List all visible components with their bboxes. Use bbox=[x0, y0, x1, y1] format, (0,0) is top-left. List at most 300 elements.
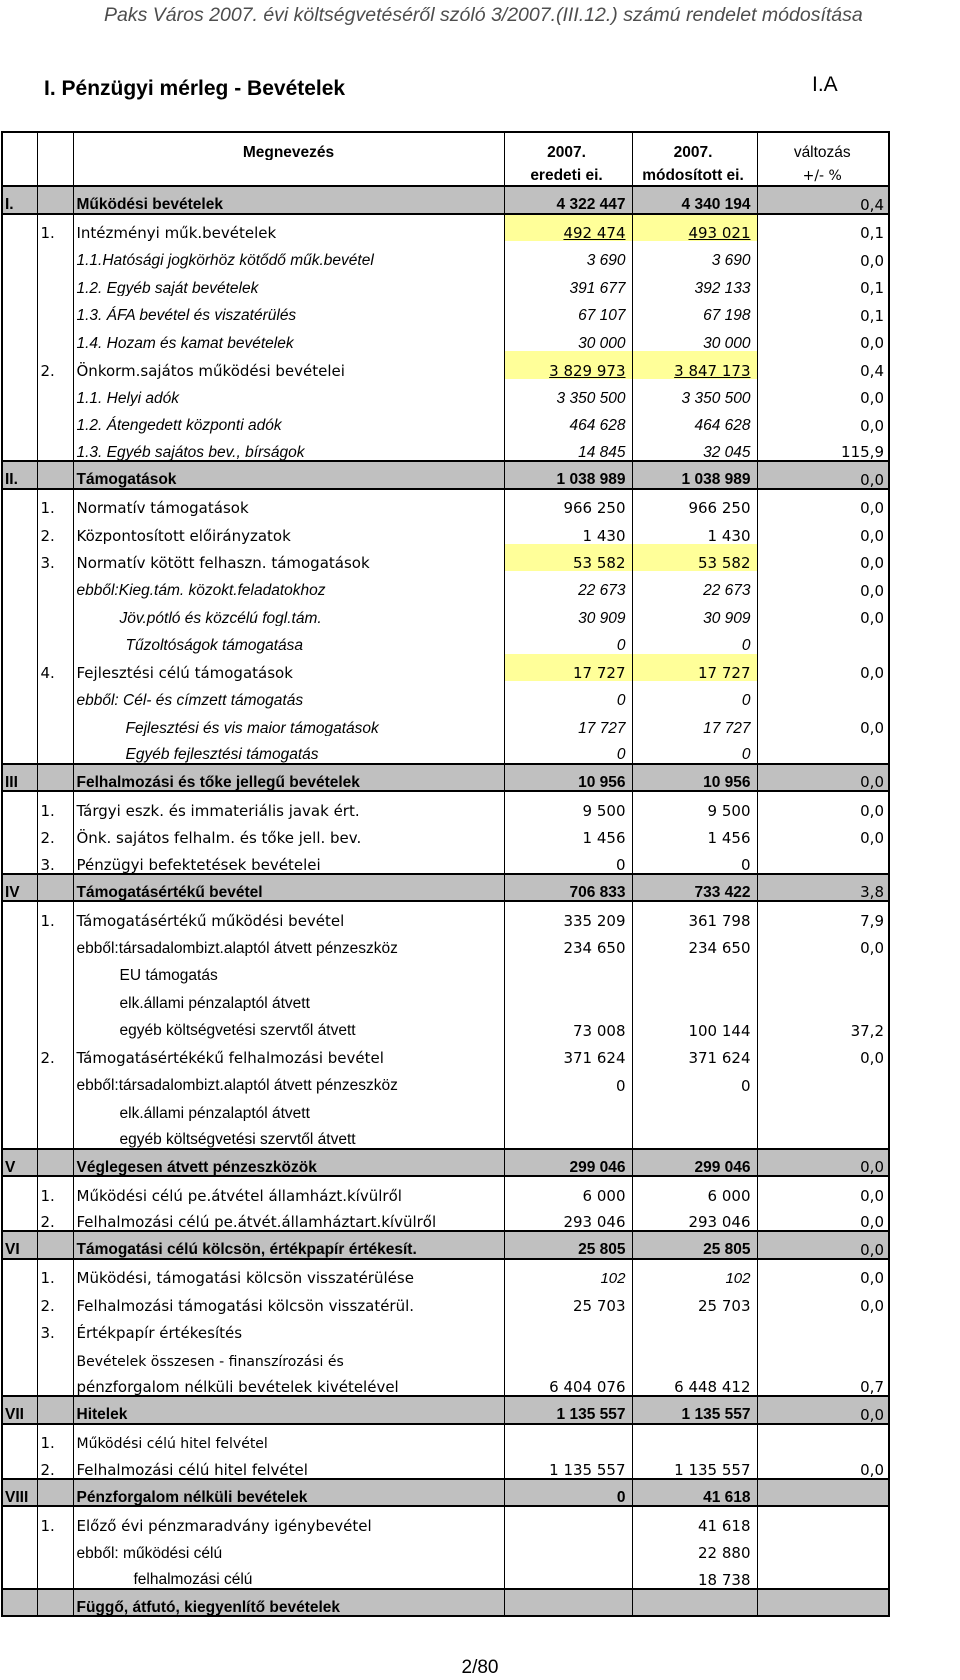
row-section-number bbox=[2, 1589, 37, 1617]
section-row bbox=[2, 874, 889, 902]
row-name: Önk. sajátos felhalm. és tőke jell. bev. bbox=[73, 819, 504, 847]
table-row bbox=[2, 901, 889, 929]
row-section-number bbox=[2, 1204, 37, 1232]
row-name: elk.állami pénzalaptól átvett bbox=[73, 1094, 504, 1122]
row-modified-value: 6 448 412 bbox=[632, 1369, 757, 1397]
table-row bbox=[2, 681, 889, 709]
row-change-percent: 0,0 bbox=[757, 1176, 889, 1204]
row-original-value bbox=[504, 956, 632, 984]
row-change-percent: 0,0 bbox=[757, 406, 889, 434]
row-item-number: 1. bbox=[37, 791, 73, 819]
table-row bbox=[2, 571, 889, 599]
table-row bbox=[2, 1204, 889, 1232]
row-item-number bbox=[37, 1231, 73, 1259]
row-section-number bbox=[2, 1561, 37, 1589]
row-section-number: III bbox=[2, 764, 37, 792]
row-section-number bbox=[2, 791, 37, 819]
row-item-number: 3. bbox=[37, 846, 73, 874]
section-row bbox=[2, 1589, 889, 1617]
row-modified-value bbox=[632, 984, 757, 1012]
row-original-value: 371 624 bbox=[504, 1039, 632, 1067]
row-section-number: VI bbox=[2, 1231, 37, 1259]
row-item-number bbox=[37, 1369, 73, 1397]
row-section-number bbox=[2, 956, 37, 984]
table-row bbox=[2, 736, 889, 764]
row-item-number: 1. bbox=[37, 1176, 73, 1204]
row-name: Felhalmozási és tőke jellegű bevételek bbox=[73, 764, 504, 792]
table-row bbox=[2, 1424, 889, 1452]
row-item-number bbox=[37, 1149, 73, 1177]
row-modified-value: 30 000 bbox=[632, 324, 757, 352]
row-modified-value: 464 628 bbox=[632, 406, 757, 434]
row-name: 1.2. Átengedett központi adók bbox=[73, 406, 504, 434]
row-section-number bbox=[2, 846, 37, 874]
table-row bbox=[2, 1534, 889, 1562]
row-section-number bbox=[2, 819, 37, 847]
row-modified-value bbox=[632, 1121, 757, 1149]
row-item-number bbox=[37, 434, 73, 462]
row-original-value: 293 046 bbox=[504, 1204, 632, 1232]
row-modified-value: 25 805 bbox=[632, 1231, 757, 1259]
table-row bbox=[2, 324, 889, 352]
row-original-value: 1 456 bbox=[504, 819, 632, 847]
row-name: Előző évi pénzmaradvány igénybevétel bbox=[73, 1506, 504, 1534]
row-name: ebből:társadalombizt.alaptól átvett pénzeszköz bbox=[73, 1066, 504, 1094]
row-original-value: 299 046 bbox=[504, 1149, 632, 1177]
row-section-number bbox=[2, 241, 37, 269]
row-original-value: 0 bbox=[504, 626, 632, 654]
row-section-number bbox=[2, 1011, 37, 1039]
row-original-value: 0 bbox=[504, 1066, 632, 1094]
row-change-percent: 0,0 bbox=[757, 324, 889, 352]
row-name: 1.3. ÁFA bevétel és viszatérülés bbox=[73, 296, 504, 324]
row-original-value: 67 107 bbox=[504, 296, 632, 324]
row-change-percent: 0,0 bbox=[757, 544, 889, 572]
row-change-percent bbox=[757, 1589, 889, 1617]
row-item-number bbox=[37, 241, 73, 269]
row-section-number: IV bbox=[2, 874, 37, 902]
row-change-percent: 0,0 bbox=[757, 654, 889, 682]
row-modified-value bbox=[632, 956, 757, 984]
row-modified-value: 392 133 bbox=[632, 269, 757, 297]
row-name: Felhalmozási célú pe.átvét.államháztart.kívülről bbox=[73, 1204, 504, 1232]
table-row bbox=[2, 1506, 889, 1534]
row-change-percent bbox=[757, 626, 889, 654]
row-section-number bbox=[2, 1259, 37, 1287]
row-modified-value: 100 144 bbox=[632, 1011, 757, 1039]
row-original-value: 1 135 557 bbox=[504, 1451, 632, 1479]
row-change-percent: 0,7 bbox=[757, 1369, 889, 1397]
row-item-number bbox=[37, 379, 73, 407]
row-original-value bbox=[504, 1341, 632, 1369]
table-row bbox=[2, 296, 889, 324]
row-section-number bbox=[2, 681, 37, 709]
row-modified-value: 9 500 bbox=[632, 791, 757, 819]
table-row bbox=[2, 544, 889, 572]
row-name: 1.1.Hatósági jogkörhöz kötődő műk.bevétel bbox=[73, 241, 504, 269]
row-modified-value: 3 847 173 bbox=[632, 351, 757, 379]
row-item-number: 4. bbox=[37, 654, 73, 682]
row-name: 1.1. Helyi adók bbox=[73, 379, 504, 407]
row-change-percent: 0,0 bbox=[757, 489, 889, 517]
row-name: 1.3. Egyéb sajátos bev., bírságok bbox=[73, 434, 504, 462]
section-row bbox=[2, 186, 889, 214]
table-row bbox=[2, 1286, 889, 1314]
row-name: Intézményi műk.bevételek bbox=[73, 214, 504, 242]
row-change-percent bbox=[757, 1534, 889, 1562]
row-section-number bbox=[2, 984, 37, 1012]
row-modified-value: 1 456 bbox=[632, 819, 757, 847]
table-row bbox=[2, 791, 889, 819]
row-name: Müködési, támogatási kölcsön visszatérülése bbox=[73, 1259, 504, 1287]
section-row bbox=[2, 764, 889, 792]
row-section-number: VII bbox=[2, 1396, 37, 1424]
row-item-number bbox=[37, 1094, 73, 1122]
row-original-value: 25 805 bbox=[504, 1231, 632, 1259]
row-modified-value: 6 000 bbox=[632, 1176, 757, 1204]
row-item-number bbox=[37, 764, 73, 792]
row-original-value: 1 135 557 bbox=[504, 1396, 632, 1424]
row-original-value: 22 673 bbox=[504, 571, 632, 599]
row-item-number: 2. bbox=[37, 351, 73, 379]
table-row bbox=[2, 269, 889, 297]
row-modified-value: 1 430 bbox=[632, 516, 757, 544]
row-modified-value: 41 618 bbox=[632, 1506, 757, 1534]
row-section-number bbox=[2, 1066, 37, 1094]
row-name: Felhalmozási célú hitel felvétel bbox=[73, 1451, 504, 1479]
row-change-percent: 0,0 bbox=[757, 929, 889, 957]
row-change-percent bbox=[757, 1561, 889, 1589]
row-item-number bbox=[37, 1534, 73, 1562]
table-row bbox=[2, 1121, 889, 1149]
row-change-percent bbox=[757, 1121, 889, 1149]
table-row bbox=[2, 489, 889, 517]
page-title: I. Pénzügyi mérleg - Bevételek bbox=[44, 77, 346, 100]
row-name: Értékpapír értékesítés bbox=[73, 1314, 504, 1342]
row-name: ebből: működési célú bbox=[73, 1534, 504, 1562]
section-row bbox=[2, 461, 889, 489]
row-section-number bbox=[2, 1424, 37, 1452]
row-change-percent: 37,2 bbox=[757, 1011, 889, 1039]
table-row bbox=[2, 956, 889, 984]
row-modified-value: 10 956 bbox=[632, 764, 757, 792]
row-section-number bbox=[2, 434, 37, 462]
row-item-number: 3. bbox=[37, 544, 73, 572]
table-row bbox=[2, 1094, 889, 1122]
row-modified-value: 966 250 bbox=[632, 489, 757, 517]
row-section-number bbox=[2, 516, 37, 544]
row-change-percent: 0,0 bbox=[757, 1039, 889, 1067]
col-header-original: eredeti ei. bbox=[504, 160, 632, 186]
row-original-value: 6 404 076 bbox=[504, 1369, 632, 1397]
row-modified-value: 17 727 bbox=[632, 654, 757, 682]
row-change-percent: 0,0 bbox=[757, 1204, 889, 1232]
row-item-number bbox=[37, 929, 73, 957]
row-change-percent: 115,9 bbox=[757, 434, 889, 462]
row-change-percent: 0,4 bbox=[757, 351, 889, 379]
row-name: EU támogatás bbox=[73, 956, 504, 984]
row-original-value bbox=[504, 1094, 632, 1122]
row-modified-value: 22 880 bbox=[632, 1534, 757, 1562]
row-item-number bbox=[37, 324, 73, 352]
table-row bbox=[2, 1011, 889, 1039]
table-row bbox=[2, 1259, 889, 1287]
row-change-percent bbox=[757, 1506, 889, 1534]
row-change-percent: 0,0 bbox=[757, 1451, 889, 1479]
document-header: Paks Város 2007. évi költségvetéséről szóló 3/2007.(III.12.) számú rendelet módosítása bbox=[104, 4, 863, 26]
row-change-percent: 0,4 bbox=[757, 186, 889, 214]
table-row bbox=[2, 241, 889, 269]
table-header-row bbox=[2, 160, 889, 186]
col-header-original-year: 2007. bbox=[504, 132, 632, 160]
row-change-percent: 0,0 bbox=[757, 379, 889, 407]
table-row bbox=[2, 984, 889, 1012]
row-original-value: 17 727 bbox=[504, 654, 632, 682]
row-modified-value: 3 690 bbox=[632, 241, 757, 269]
row-section-number: VIII bbox=[2, 1479, 37, 1507]
row-section-number: I. bbox=[2, 186, 37, 214]
row-change-percent bbox=[757, 1094, 889, 1122]
row-modified-value: 1 135 557 bbox=[632, 1451, 757, 1479]
row-original-value: 102 bbox=[504, 1259, 632, 1287]
row-section-number bbox=[2, 599, 37, 627]
table-row bbox=[2, 1314, 889, 1342]
row-section-number bbox=[2, 324, 37, 352]
row-modified-value: 32 045 bbox=[632, 434, 757, 462]
row-section-number bbox=[2, 379, 37, 407]
table-row bbox=[2, 406, 889, 434]
col-header-change: változás bbox=[757, 132, 889, 160]
row-original-value: 0 bbox=[504, 846, 632, 874]
row-name: Tűzoltóságok támogatása bbox=[73, 626, 504, 654]
row-name: Pénzügyi befektetések bevételei bbox=[73, 846, 504, 874]
row-change-percent: 0,0 bbox=[757, 819, 889, 847]
row-name: Támogatások bbox=[73, 461, 504, 489]
row-name: Jöv.pótló és közcélú fogl.tám. bbox=[73, 599, 504, 627]
row-section-number bbox=[2, 929, 37, 957]
row-item-number bbox=[37, 709, 73, 737]
row-original-value: 0 bbox=[504, 681, 632, 709]
row-change-percent: 0,0 bbox=[757, 241, 889, 269]
row-change-percent: 0,0 bbox=[757, 709, 889, 737]
table-row bbox=[2, 929, 889, 957]
row-section-number bbox=[2, 406, 37, 434]
row-name: Támogatásértékékű felhalmozási bevétel bbox=[73, 1039, 504, 1067]
section-row bbox=[2, 1231, 889, 1259]
table-row bbox=[2, 1561, 889, 1589]
row-modified-value: 0 bbox=[632, 626, 757, 654]
table-row bbox=[2, 1341, 889, 1369]
row-change-percent: 0,0 bbox=[757, 791, 889, 819]
row-original-value: 391 677 bbox=[504, 269, 632, 297]
row-original-value: 3 829 973 bbox=[504, 351, 632, 379]
row-item-number: 1. bbox=[37, 214, 73, 242]
row-item-number bbox=[37, 956, 73, 984]
row-section-number bbox=[2, 1451, 37, 1479]
row-original-value bbox=[504, 1424, 632, 1452]
row-name: Pénzforgalom nélküli bevételek bbox=[73, 1479, 504, 1507]
row-name: Bevételek összesen - finanszírozási és bbox=[73, 1341, 504, 1369]
row-modified-value: 4 340 194 bbox=[632, 186, 757, 214]
row-modified-value: 22 673 bbox=[632, 571, 757, 599]
row-modified-value bbox=[632, 1094, 757, 1122]
section-row bbox=[2, 1149, 889, 1177]
row-original-value bbox=[504, 1589, 632, 1617]
row-modified-value: 67 198 bbox=[632, 296, 757, 324]
row-modified-value: 0 bbox=[632, 846, 757, 874]
row-section-number bbox=[2, 1094, 37, 1122]
table-row bbox=[2, 214, 889, 242]
table-row bbox=[2, 1066, 889, 1094]
row-section-number bbox=[2, 1039, 37, 1067]
row-name: 1.4. Hozam és kamat bevételek bbox=[73, 324, 504, 352]
row-item-number bbox=[37, 186, 73, 214]
row-name: Normatív kötött felhaszn. támogatások bbox=[73, 544, 504, 572]
row-section-number bbox=[2, 1369, 37, 1397]
row-original-value bbox=[504, 1121, 632, 1149]
row-original-value: 4 322 447 bbox=[504, 186, 632, 214]
row-name: Központosított előirányzatok bbox=[73, 516, 504, 544]
revenue-table bbox=[1, 131, 890, 1617]
row-section-number: II. bbox=[2, 461, 37, 489]
table-row bbox=[2, 379, 889, 407]
row-original-value: 53 582 bbox=[504, 544, 632, 572]
row-modified-value: 30 909 bbox=[632, 599, 757, 627]
row-section-number bbox=[2, 269, 37, 297]
row-change-percent bbox=[757, 1424, 889, 1452]
row-change-percent: 0,0 bbox=[757, 1231, 889, 1259]
row-item-number: 2. bbox=[37, 819, 73, 847]
row-change-percent: 0,1 bbox=[757, 269, 889, 297]
row-modified-value: 102 bbox=[632, 1259, 757, 1287]
row-section-number bbox=[2, 489, 37, 517]
row-modified-value bbox=[632, 1314, 757, 1342]
row-section-number bbox=[2, 736, 37, 764]
row-change-percent bbox=[757, 736, 889, 764]
row-modified-value: 234 650 bbox=[632, 929, 757, 957]
row-change-percent bbox=[757, 984, 889, 1012]
row-section-number bbox=[2, 1314, 37, 1342]
row-item-number bbox=[37, 571, 73, 599]
row-name: Működési bevételek bbox=[73, 186, 504, 214]
row-change-percent: 0,1 bbox=[757, 214, 889, 242]
row-section-number bbox=[2, 571, 37, 599]
row-section-number bbox=[2, 709, 37, 737]
row-section-number bbox=[2, 1534, 37, 1562]
row-modified-value: 293 046 bbox=[632, 1204, 757, 1232]
row-original-value: 25 703 bbox=[504, 1286, 632, 1314]
row-change-percent: 0,0 bbox=[757, 764, 889, 792]
table-row bbox=[2, 1176, 889, 1204]
row-modified-value: 41 618 bbox=[632, 1479, 757, 1507]
row-section-number bbox=[2, 351, 37, 379]
row-name: felhalmozási célú bbox=[73, 1561, 504, 1589]
row-section-number bbox=[2, 1176, 37, 1204]
row-name: Felhalmozási támogatási kölcsön visszatérül. bbox=[73, 1286, 504, 1314]
row-section-number bbox=[2, 654, 37, 682]
row-modified-value: 733 422 bbox=[632, 874, 757, 902]
row-name: Működési célú hitel felvétel bbox=[73, 1424, 504, 1452]
row-original-value: 17 727 bbox=[504, 709, 632, 737]
row-original-value: 10 956 bbox=[504, 764, 632, 792]
row-original-value: 464 628 bbox=[504, 406, 632, 434]
row-item-number bbox=[37, 681, 73, 709]
row-item-number: 2. bbox=[37, 1286, 73, 1314]
row-change-percent: 0,0 bbox=[757, 1286, 889, 1314]
section-row bbox=[2, 1396, 889, 1424]
page-number: 2/80 bbox=[461, 1657, 499, 1678]
row-change-percent: 0,1 bbox=[757, 296, 889, 324]
row-change-percent: 0,0 bbox=[757, 461, 889, 489]
col-header-modified-year: 2007. bbox=[632, 132, 757, 160]
row-change-percent bbox=[757, 1341, 889, 1369]
row-item-number bbox=[37, 984, 73, 1012]
row-change-percent bbox=[757, 1314, 889, 1342]
row-modified-value: 3 350 500 bbox=[632, 379, 757, 407]
row-modified-value: 25 703 bbox=[632, 1286, 757, 1314]
row-name: Önkorm.sajátos működési bevételei bbox=[73, 351, 504, 379]
row-item-number: 1. bbox=[37, 901, 73, 929]
row-name: egyéb költségvetési szervtől átvett bbox=[73, 1121, 504, 1149]
row-original-value: 14 845 bbox=[504, 434, 632, 462]
row-change-percent: 0,0 bbox=[757, 516, 889, 544]
row-item-number bbox=[37, 626, 73, 654]
row-item-number bbox=[37, 1479, 73, 1507]
row-change-percent bbox=[757, 956, 889, 984]
row-name: Támogatásértékű bevétel bbox=[73, 874, 504, 902]
row-modified-value: 53 582 bbox=[632, 544, 757, 572]
row-item-number bbox=[37, 736, 73, 764]
row-modified-value bbox=[632, 1424, 757, 1452]
table-row bbox=[2, 626, 889, 654]
row-item-number bbox=[37, 1589, 73, 1617]
row-name: Hitelek bbox=[73, 1396, 504, 1424]
row-item-number: 3. bbox=[37, 1314, 73, 1342]
row-name: Fejlesztési és vis maior támogatások bbox=[73, 709, 504, 737]
row-change-percent bbox=[757, 1479, 889, 1507]
row-original-value: 234 650 bbox=[504, 929, 632, 957]
row-item-number bbox=[37, 874, 73, 902]
row-item-number: 1. bbox=[37, 489, 73, 517]
row-section-number bbox=[2, 214, 37, 242]
row-original-value bbox=[504, 1534, 632, 1562]
section-row bbox=[2, 1479, 889, 1507]
row-change-percent bbox=[757, 846, 889, 874]
row-section-number bbox=[2, 901, 37, 929]
row-item-number: 2. bbox=[37, 1039, 73, 1067]
row-item-number bbox=[37, 599, 73, 627]
row-section-number bbox=[2, 1341, 37, 1369]
row-section-number bbox=[2, 1506, 37, 1534]
row-modified-value: 493 021 bbox=[632, 214, 757, 242]
row-original-value: 1 430 bbox=[504, 516, 632, 544]
row-item-number bbox=[37, 406, 73, 434]
row-item-number: 2. bbox=[37, 1204, 73, 1232]
row-name: Támogatási célú kölcsön, értékpapír értékesít. bbox=[73, 1231, 504, 1259]
row-item-number: 1. bbox=[37, 1259, 73, 1287]
row-original-value: 0 bbox=[504, 736, 632, 764]
row-original-value: 30 000 bbox=[504, 324, 632, 352]
row-original-value bbox=[504, 984, 632, 1012]
row-name: ebből:társadalombizt.alaptól átvett pénzeszköz bbox=[73, 929, 504, 957]
row-modified-value: 18 738 bbox=[632, 1561, 757, 1589]
table-header-row bbox=[2, 132, 889, 160]
table-row bbox=[2, 599, 889, 627]
row-original-value bbox=[504, 1561, 632, 1589]
row-modified-value: 0 bbox=[632, 736, 757, 764]
col-header-modified: módosított ei. bbox=[632, 160, 757, 186]
row-original-value bbox=[504, 1314, 632, 1342]
